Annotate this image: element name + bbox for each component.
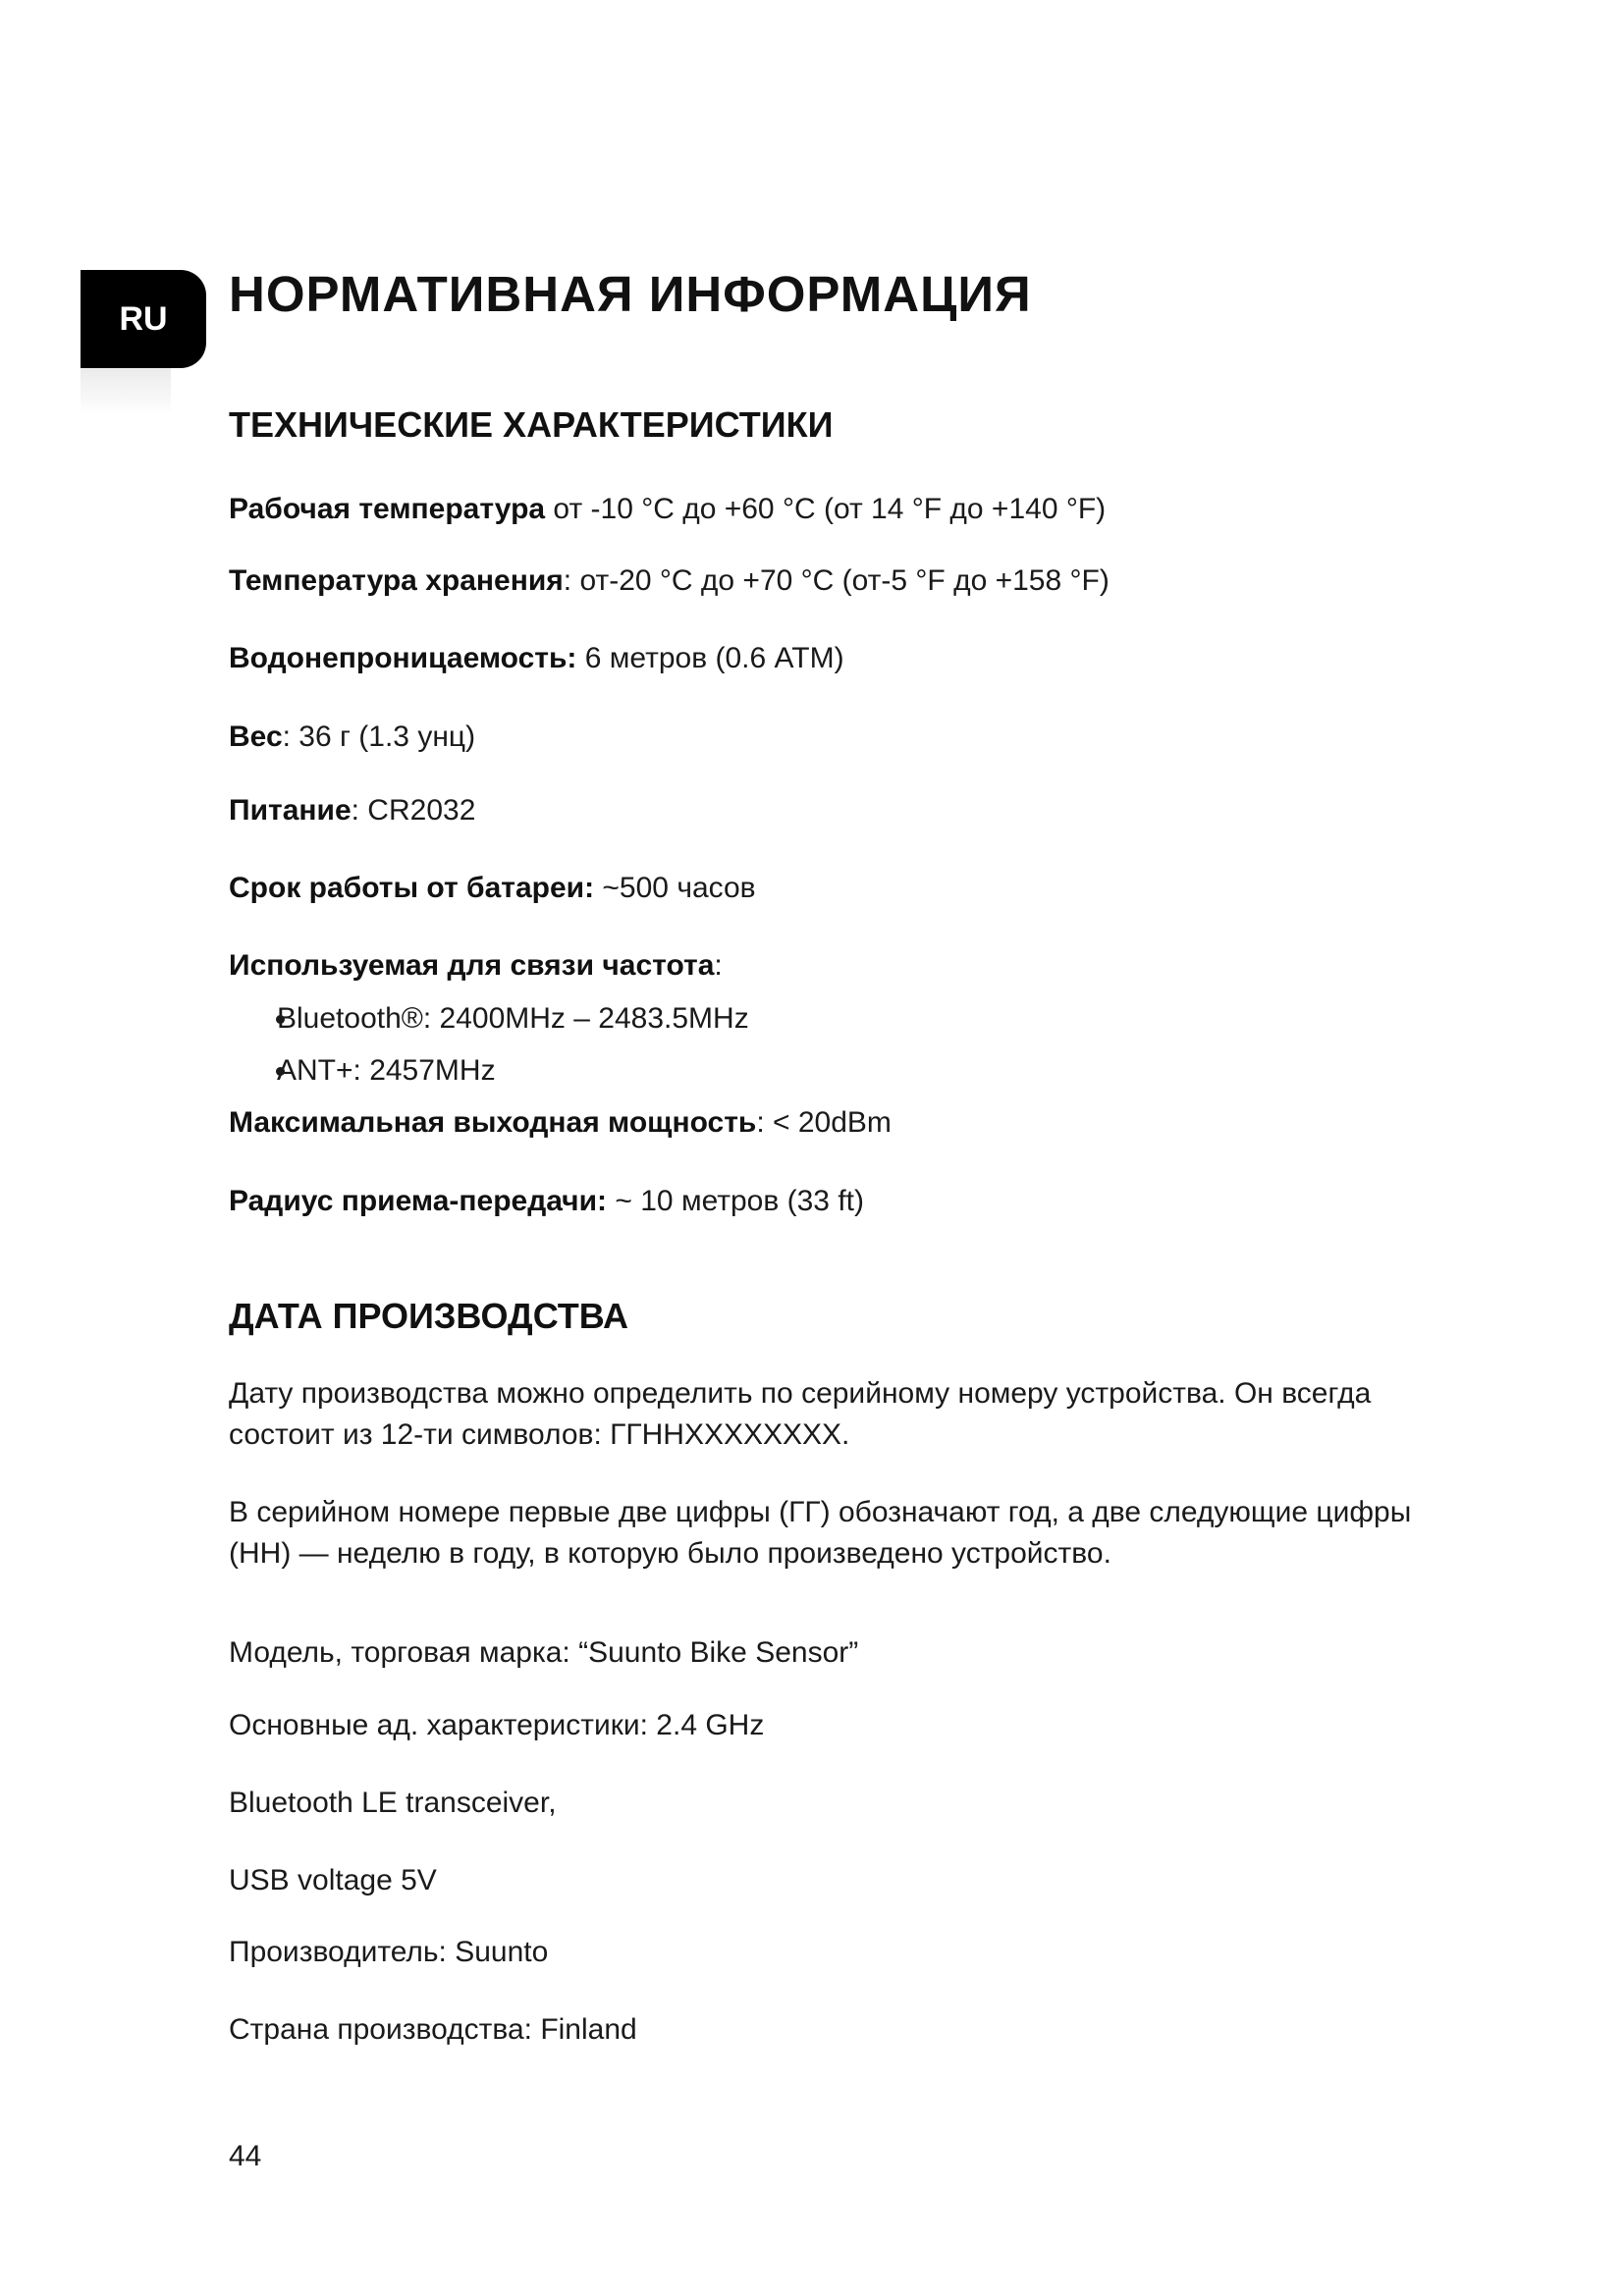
frequency-item-text: ANT+: 2457MHz: [277, 1054, 496, 1087]
info-model: Модель, торговая марка: “Suunto Bike Sensor”: [229, 1636, 859, 1669]
spec-value: : < 20dBm: [756, 1106, 892, 1139]
spec-label: Водонепроницаемость:: [229, 642, 577, 674]
frequency-item-text: Bluetooth®: 2400MHz – 2483.5MHz: [277, 1002, 749, 1035]
spec-value: : 36 г (1.3 унц): [282, 721, 476, 753]
info-transceiver: Bluetooth LE transceiver,: [229, 1787, 557, 1819]
spec-battery-life: [229, 869, 756, 908]
language-tab-shadow: [81, 368, 171, 415]
specs-heading: ТЕХНИЧЕСКИЕ ХАРАКТЕРИСТИКИ: [229, 404, 834, 445]
frequency-item-ant: [277, 1051, 496, 1091]
info-usb-voltage: USB voltage 5V: [229, 1864, 437, 1896]
info-country: Страна производства: Finland: [229, 2013, 637, 2046]
spec-value: от -10 °C до +60 °C (от 14 °F до +140 °F): [545, 493, 1107, 525]
spec-weight: [229, 718, 475, 757]
spec-value: : от-20 °C до +70 °C (от-5 °F до +158 °F): [563, 564, 1110, 597]
production-heading: ДАТА ПРОИЗВОДСТВА: [229, 1296, 628, 1336]
spec-water-resistance: [229, 639, 844, 678]
spec-label: Температура хранения: [229, 564, 564, 597]
spec-value: : CR2032: [351, 794, 476, 827]
spec-value: :: [714, 949, 723, 982]
spec-label: Вес: [229, 721, 283, 753]
spec-label: Питание: [229, 794, 352, 827]
spec-label: Рабочая температура: [229, 493, 546, 525]
spec-storage-temp: [229, 561, 1110, 601]
language-code: RU: [119, 299, 168, 338]
spec-label: Срок работы от батареи:: [229, 872, 595, 904]
page-number: 44: [229, 2140, 262, 2172]
spec-frequency: [229, 946, 723, 986]
production-paragraph-2: В серийном номере первые две цифры (ГГ) обозначают год, а две следующие цифры (НН) — неделю в году, в которую было произведено устройство.: [229, 1496, 1412, 1570]
spec-max-power: [229, 1103, 892, 1143]
spec-label: Максимальная выходная мощность: [229, 1106, 757, 1139]
spec-value: ~ 10 метров (33 ft): [607, 1185, 864, 1217]
info-characteristics: Основные ад. характеристики: 2.4 GHz: [229, 1709, 765, 1741]
frequency-item-bluetooth: [277, 999, 749, 1039]
spec-value: ~500 часов: [594, 872, 756, 904]
spec-label: Используемая для связи частота: [229, 949, 715, 982]
page-title: НОРМАТИВНАЯ ИНФОРМАЦИЯ: [229, 266, 1032, 322]
production-paragraph-1: Дату производства можно определить по серийному номеру устройства. Он всегда состоит из 12-ти символов: ГГННХХХХХХХХ.: [229, 1377, 1372, 1451]
spec-value: 6 метров (0.6 ATM): [576, 642, 844, 674]
spec-range: [229, 1182, 864, 1221]
spec-battery: [229, 791, 475, 830]
spec-label: Радиус приема-передачи:: [229, 1185, 608, 1217]
info-manufacturer: Производитель: Suunto: [229, 1936, 549, 1968]
spec-operating-temp: [229, 490, 1106, 529]
language-tab: [81, 270, 206, 368]
